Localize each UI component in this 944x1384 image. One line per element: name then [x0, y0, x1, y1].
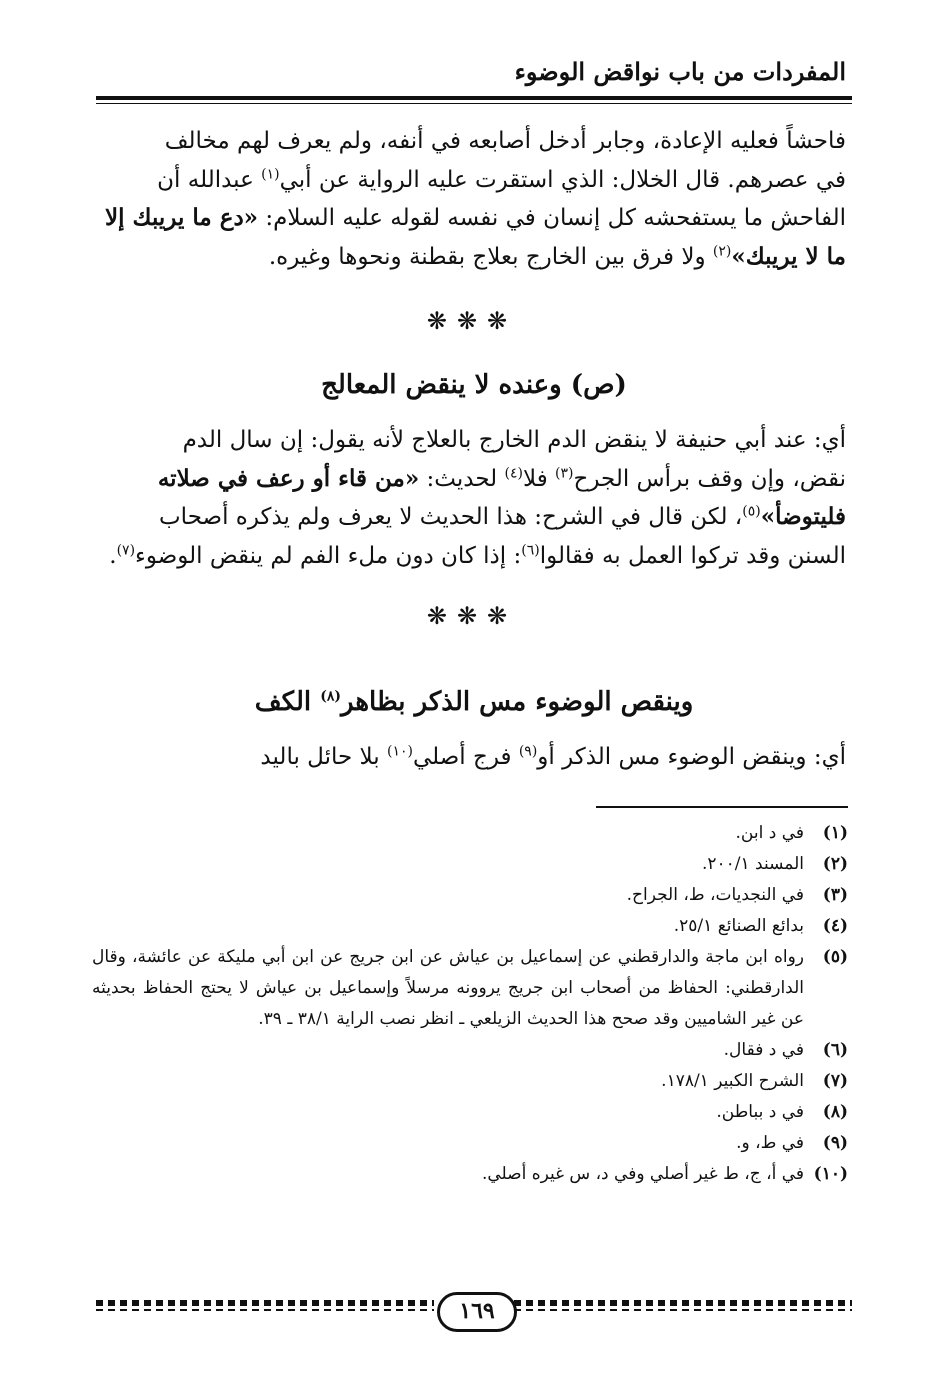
- text: .: [109, 542, 117, 569]
- footnote-number: (٦): [822, 1040, 848, 1060]
- line: [94, 122, 846, 161]
- footnote-ref[interactable]: (٢): [712, 242, 732, 259]
- line: [94, 498, 846, 537]
- section-divider-stars: ❋❋❋: [426, 307, 518, 335]
- footnote-item: [92, 849, 848, 880]
- text: فرج أصلي: [412, 744, 519, 770]
- header-rule-thick: [96, 96, 852, 100]
- footnote-text: في النجديات، ط، الجراح.: [626, 885, 804, 905]
- running-head: المفردات من باب نواقض الوضوء: [514, 57, 846, 86]
- paragraph-3: [94, 738, 846, 777]
- line: [94, 537, 846, 576]
- line: [94, 421, 846, 460]
- footnote-number: (١): [822, 823, 848, 843]
- footnote-number: (٢): [822, 854, 848, 874]
- footnote-text: في د ابن.: [735, 823, 804, 843]
- footnote-item: [92, 1035, 848, 1066]
- footnote-number: (٣): [822, 885, 848, 905]
- header-rule-thin: [96, 103, 852, 104]
- text: الفاحش ما يستفحشه كل إنسان في نفسه لقوله عليه السلام:: [258, 205, 846, 231]
- text: : إذا كان دون ملء الفم لم ينقض الوضوء: [135, 542, 522, 569]
- footnote-ref[interactable]: (١): [261, 165, 280, 182]
- footnote-text: في د بباطن.: [716, 1102, 804, 1122]
- hadith-quote: «دع ما يريبك إلا: [105, 204, 259, 231]
- paragraph-1: [94, 122, 846, 276]
- section-heading-2: [96, 682, 852, 722]
- footnote-number: (٤): [822, 916, 848, 936]
- footnote-number: (٩): [822, 1133, 848, 1153]
- footnote-item: [92, 880, 848, 911]
- line: [94, 199, 846, 238]
- hadith-quote: فليتوضأ»: [760, 503, 846, 530]
- text: وينقص الوضوء مس الذكر بظاهر: [340, 687, 694, 717]
- footnote-text: في د فقال.: [723, 1040, 804, 1060]
- footnotes-list: [92, 818, 848, 1190]
- line: [94, 238, 846, 277]
- footnote-number: (١٠): [813, 1164, 848, 1184]
- page-footer: [96, 1300, 852, 1324]
- footnote-number: (٧): [822, 1071, 848, 1091]
- footer-dash-line: [514, 1309, 852, 1311]
- footnote-ref[interactable]: (٧): [116, 541, 136, 558]
- text: فاحشاً فعليه الإعادة، وجابر أدخل أصابعه في أنفه، ولم يعرف لهم مخالف: [164, 128, 846, 154]
- footnote-number: (٨): [822, 1102, 848, 1122]
- text: ، لكن قال في الشرح: هذا الحديث لا يعرف ولم يذكره أصحاب: [159, 504, 743, 530]
- footnote-text: في ط، و.: [736, 1133, 804, 1153]
- text: في عصرهم. قال الخلال: الذي استقرت عليه الرواية عن أبي: [279, 166, 846, 193]
- text: أي: وينقض الوضوء مس الذكر أو: [537, 744, 846, 770]
- text: بلا حائل باليد: [260, 744, 387, 770]
- text: ولا فرق بين الخارج بعلاج بقطنة ونحوها وغيره.: [268, 243, 713, 270]
- footnote-ref[interactable]: (٩): [518, 743, 538, 760]
- footnote-ref[interactable]: (٦): [521, 541, 540, 558]
- footnote-separator: [596, 806, 848, 808]
- line: [94, 460, 846, 499]
- text: أي: عند أبي حنيفة لا ينقض الدم الخارج بالعلاج لأنه يقول: إن سال الدم: [182, 427, 846, 453]
- footnote-item: [92, 1066, 848, 1097]
- footnote-text: بدائع الصنائع ٢٥/١.: [673, 916, 804, 936]
- footnote-number: (٥): [822, 947, 848, 967]
- footnote-text: في أ، ج، ط غير أصلي وفي د، س غيره أصلي.: [481, 1164, 804, 1184]
- footnote-text: رواه ابن ماجة والدارقطني عن إسماعيل بن عياش عن ابن جريج عن ابن أبي مليكة عن عائشة، وقال الدارقطني: الحفاظ من أصحاب ابن جريج يروونه مرسلاً وإسماعيل بن عياش لا يحتج الحفاظ بحديثه عن غير الشاميين وقد صحح هذا الحديث الزيلعي ـ انظر نصب الراية ٣٨/١ ـ ٣٩.: [92, 947, 804, 1029]
- footnote-ref[interactable]: (٤): [504, 464, 523, 481]
- footnote-text: الشرح الكبير ١٧٨/١.: [661, 1071, 804, 1091]
- footnote-item: [92, 1159, 848, 1190]
- line: [94, 738, 846, 777]
- page-number: ١٦٩: [437, 1292, 517, 1332]
- section-heading-1: (ص) وعنده لا ينقض المعالج: [321, 370, 627, 400]
- footnote-item: [92, 911, 848, 942]
- footnote-item: [92, 1128, 848, 1159]
- footnote-ref[interactable]: (٨): [320, 688, 341, 705]
- text: لحديث:: [419, 465, 505, 492]
- footnote-text: المسند ٢٠٠/١.: [701, 854, 804, 874]
- section-divider-stars: ❋❋❋: [426, 602, 518, 630]
- text: فلا: [522, 465, 555, 492]
- footer-dash-line: [96, 1300, 434, 1306]
- footnote-ref[interactable]: (٣): [555, 464, 574, 481]
- text: عبدالله أن: [157, 166, 262, 193]
- hadith-quote: ما لا يريبك»: [731, 242, 846, 270]
- footnote-ref[interactable]: (٥): [742, 503, 761, 520]
- footer-dash-line: [96, 1309, 434, 1311]
- text: نقض، وإن وقف برأس الجرح: [573, 465, 846, 492]
- line: [94, 161, 846, 200]
- footnote-ref[interactable]: (١٠): [386, 743, 413, 760]
- text: الكف: [254, 687, 321, 717]
- text: السنن وقد تركوا العمل به فقالوا: [539, 542, 846, 569]
- footer-dash-line: [514, 1300, 852, 1306]
- hadith-quote: «من قاء أو رعف في صلاته: [157, 464, 420, 492]
- footnote-item: [92, 1097, 848, 1128]
- footnote-item: [92, 818, 848, 849]
- paragraph-2: [94, 421, 846, 575]
- footnote-item: [92, 942, 848, 1035]
